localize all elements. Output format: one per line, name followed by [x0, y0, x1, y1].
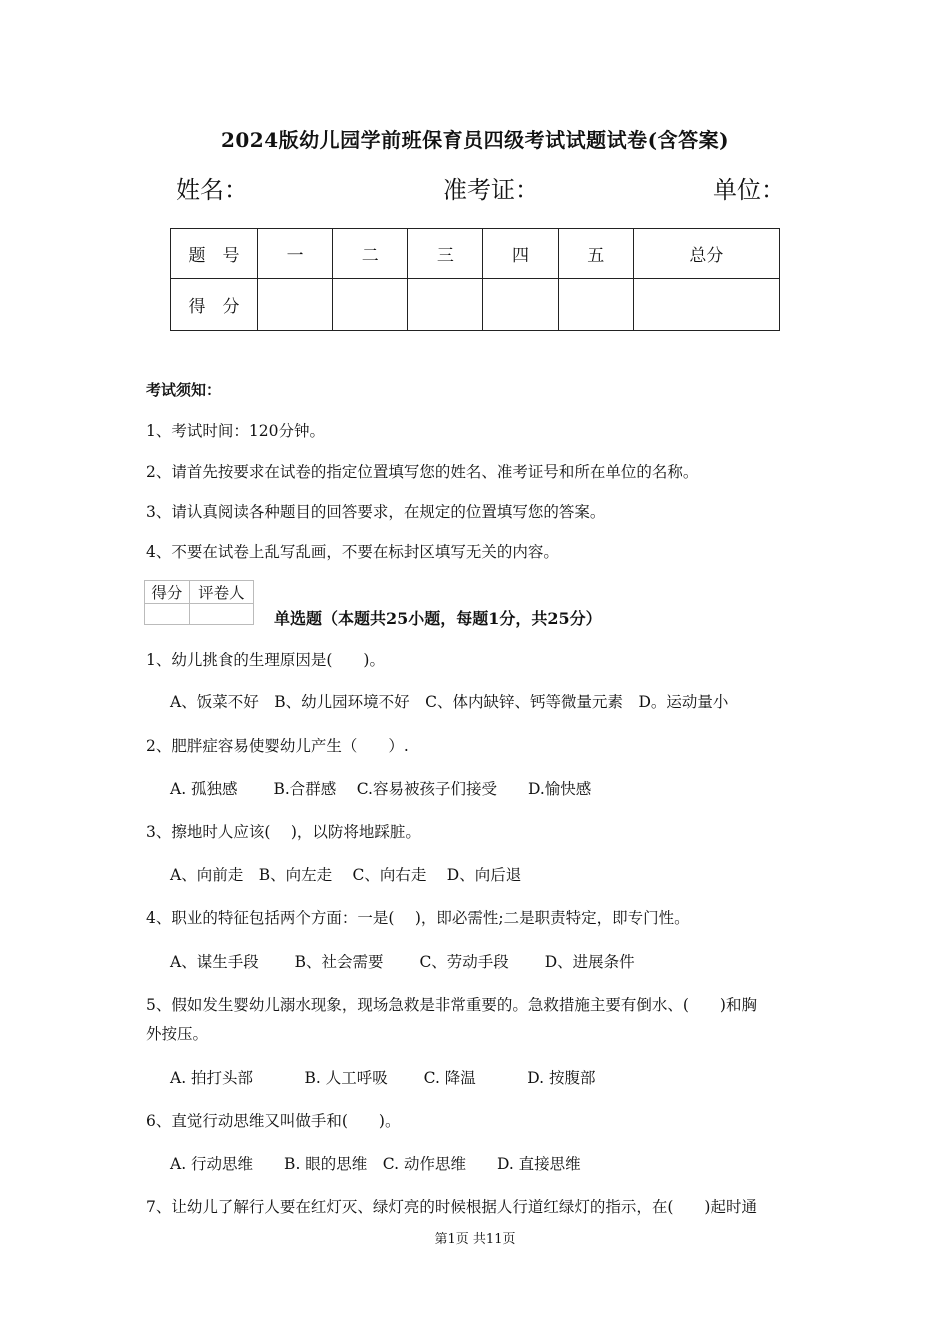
- grader-score-cell: [145, 604, 190, 625]
- score-cell-4: [483, 279, 558, 331]
- question-options: A、谋生手段 B、社会需要 C、劳动手段 D、进展条件: [170, 953, 635, 971]
- question-options: A、向前走 B、向左走 C、向右走 D、向后退: [170, 866, 522, 884]
- notice-item: 2、请首先按要求在试卷的指定位置填写您的姓名、准考证号和所在单位的名称。: [146, 463, 699, 481]
- score-table-col-5: 五: [558, 229, 633, 279]
- score-table-col-4: 四: [483, 229, 558, 279]
- score-cell-5: [558, 279, 633, 331]
- question-stem: 3、擦地时人应该( )，以防将地踩脏。: [146, 823, 421, 841]
- question-options: A. 行动思维 B. 眼的思维 C. 动作思维 D. 直接思维: [170, 1155, 581, 1173]
- notice-heading: 考试须知：: [146, 381, 222, 399]
- exam-id-label: 准考证：: [443, 176, 539, 204]
- grader-table: [144, 580, 254, 625]
- score-table-col-3: 三: [408, 229, 483, 279]
- grader-name-cell: [189, 604, 253, 625]
- notice-item: 4、不要在试卷上乱写乱画，不要在标封区填写无关的内容。: [146, 543, 559, 561]
- question-options: A. 孤独感 B.合群感 C.容易被孩子们接受 D.愉快感: [170, 780, 592, 798]
- grader-name-label: 评卷人: [189, 581, 253, 604]
- question-options: A. 拍打头部 B. 人工呼吸 C. 降温 D. 按腹部: [170, 1069, 596, 1087]
- name-label: 姓名：: [176, 176, 248, 204]
- score-table-col-1: 一: [258, 229, 333, 279]
- question-stem: 4、职业的特征包括两个方面：一是( )，即必需性;二是职责特定，即专门性。: [146, 909, 690, 927]
- question-stem: 6、直觉行动思维又叫做手和( )。: [146, 1112, 401, 1130]
- question-stem-continued: 外按压。: [146, 1025, 209, 1043]
- page-footer: 第1页 共11页: [434, 1232, 516, 1247]
- score-cell-total: [633, 279, 779, 331]
- question-stem: 2、肥胖症容易使婴幼儿产生（ ）.: [146, 737, 409, 755]
- score-table-col-2: 二: [333, 229, 408, 279]
- grader-score-label: 得分: [145, 581, 190, 604]
- question-stem: 1、幼儿挑食的生理原因是( )。: [146, 651, 385, 669]
- score-cell-2: [333, 279, 408, 331]
- score-cell-3: [408, 279, 483, 331]
- score-table-score-row: [171, 279, 780, 331]
- notice-item: 1、考试时间：120分钟。: [146, 422, 325, 440]
- score-table: [170, 228, 780, 331]
- page-title: 2024版幼儿园学前班保育员四级考试试题试卷(含答案): [220, 128, 730, 152]
- score-table-header-label: 题 号: [171, 229, 258, 279]
- unit-label: 单位：: [713, 176, 785, 204]
- score-table-score-label: 得 分: [171, 279, 258, 331]
- score-table-col-total: 总分: [633, 229, 779, 279]
- section-title: 单选题（本题共25小题，每题1分，共25分）: [274, 609, 602, 628]
- notice-item: 3、请认真阅读各种题目的回答要求，在规定的位置填写您的答案。: [146, 503, 606, 521]
- question-stem: 5、假如发生婴幼儿溺水现象，现场急救是非常重要的。急救措施主要有倒水、( )和胸: [146, 996, 757, 1014]
- question-options: A、饭菜不好 B、幼儿园环境不好 C、体内缺锌、钙等微量元素 D。运动量小: [170, 693, 729, 711]
- question-stem: 7、让幼儿了解行人要在红灯灭、绿灯亮的时候根据人行道红绿灯的指示，在( )起时通: [146, 1198, 757, 1216]
- score-table-header-row: [171, 229, 780, 279]
- score-cell-1: [258, 279, 333, 331]
